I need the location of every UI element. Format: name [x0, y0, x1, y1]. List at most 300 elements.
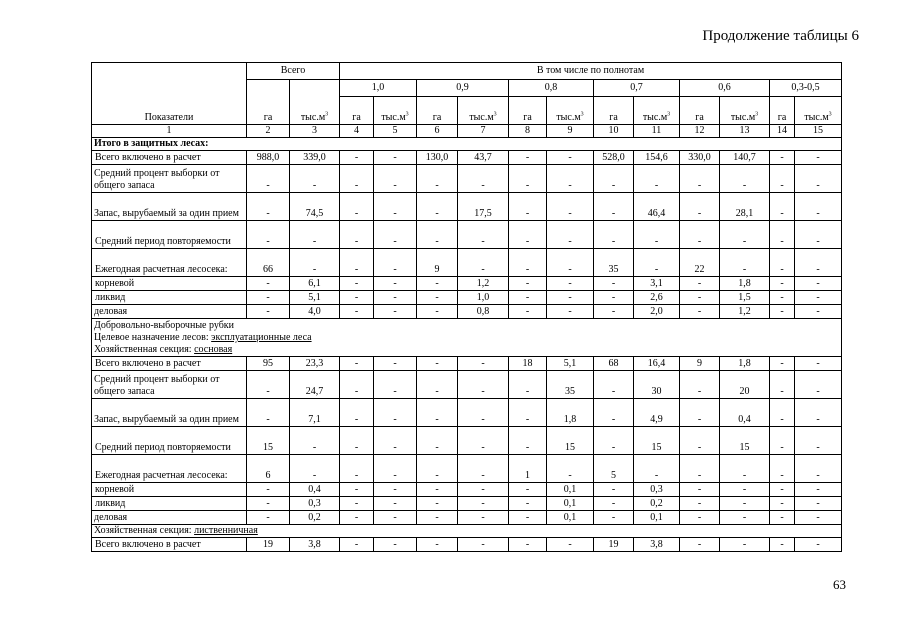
- row-value: -: [417, 193, 458, 221]
- row-value: -: [547, 165, 594, 193]
- row-value: -: [290, 427, 340, 455]
- row-value: 24,7: [290, 371, 340, 399]
- row-label: Ежегодная расчетная лесосека:: [92, 249, 247, 277]
- row-value: 1,5: [720, 291, 770, 305]
- row-value: 3,8: [634, 538, 680, 552]
- row-value: 35: [594, 249, 634, 277]
- row-value: -: [458, 483, 509, 497]
- row-value: -: [417, 165, 458, 193]
- row-value: 1,8: [547, 399, 594, 427]
- row-value: -: [770, 427, 795, 455]
- row-value: 9: [680, 357, 720, 371]
- row-value: -: [770, 357, 795, 371]
- row-value: -: [680, 305, 720, 319]
- row-value: -: [795, 291, 842, 305]
- row-label: ликвид: [92, 291, 247, 305]
- row-value: -: [509, 305, 547, 319]
- row-value: -: [509, 151, 547, 165]
- row-value: -: [547, 455, 594, 483]
- row-value: -: [770, 497, 795, 511]
- row-value: -: [374, 249, 417, 277]
- table-row: [92, 455, 842, 483]
- header-unit-ha: га: [509, 97, 547, 125]
- row-value: -: [458, 249, 509, 277]
- row-label: Средний период повторяемости: [92, 221, 247, 249]
- row-value: 28,1: [720, 193, 770, 221]
- row-value: -: [247, 193, 290, 221]
- row-value: -: [720, 483, 770, 497]
- row-value: -: [770, 483, 795, 497]
- table-row: [92, 165, 842, 193]
- page-number: 63: [833, 577, 846, 592]
- row-value: -: [458, 357, 509, 371]
- row-value: 19: [247, 538, 290, 552]
- row-value: -: [770, 538, 795, 552]
- table-row: [92, 371, 842, 399]
- row-value: -: [509, 497, 547, 511]
- row-value: -: [417, 483, 458, 497]
- header-unit-vol: $тыс.м^3$: [547, 97, 594, 125]
- row-value: -: [458, 399, 509, 427]
- section-voluntary-cell: Добровольно-выборочные рубки Целевое назначение лесов: эксплуатационные леса Хозяйственная секция: сосновая: [92, 319, 842, 357]
- header-unit-ha: га: [340, 97, 374, 125]
- table-row: [92, 538, 842, 552]
- row-value: -: [374, 427, 417, 455]
- row-value: 15: [634, 427, 680, 455]
- section-larch-cell: Хозяйственная секция: лиственничная: [92, 525, 842, 538]
- row-value: -: [340, 497, 374, 511]
- row-value: 4,9: [634, 399, 680, 427]
- header-total-ha: га: [247, 80, 290, 125]
- row-value: -: [795, 193, 842, 221]
- table-row: [92, 277, 842, 291]
- row-value: 339,0: [290, 151, 340, 165]
- row-value: -: [374, 371, 417, 399]
- row-value: -: [340, 427, 374, 455]
- row-value: 6: [247, 455, 290, 483]
- row-label: Средний период повторяемости: [92, 427, 247, 455]
- row-value: -: [509, 221, 547, 249]
- row-value: 0,1: [547, 511, 594, 525]
- row-value: -: [374, 221, 417, 249]
- row-value: -: [340, 371, 374, 399]
- row-label: деловая: [92, 305, 247, 319]
- row-value: -: [680, 511, 720, 525]
- row-value: -: [594, 483, 634, 497]
- table-row: [92, 427, 842, 455]
- row-value: -: [680, 483, 720, 497]
- row-value: 2,0: [634, 305, 680, 319]
- row-value: -: [594, 427, 634, 455]
- row-value: -: [509, 371, 547, 399]
- row-value: 0,4: [290, 483, 340, 497]
- row-value: -: [509, 427, 547, 455]
- row-value: -: [417, 291, 458, 305]
- row-value: -: [417, 357, 458, 371]
- row-value: 66: [247, 249, 290, 277]
- row-value: -: [634, 249, 680, 277]
- row-value: -: [509, 483, 547, 497]
- row-value: 0,1: [547, 497, 594, 511]
- table-row: [92, 357, 842, 371]
- row-value: -: [795, 497, 842, 511]
- row-value: -: [770, 193, 795, 221]
- row-value: -: [634, 221, 680, 249]
- row-value: -: [795, 357, 842, 371]
- row-value: -: [795, 305, 842, 319]
- row-value: -: [770, 221, 795, 249]
- row-value: 74,5: [290, 193, 340, 221]
- allowable-cut-table: [91, 62, 842, 552]
- row-value: -: [417, 277, 458, 291]
- header-unit-ha: га: [594, 97, 634, 125]
- row-value: 140,7: [720, 151, 770, 165]
- header-unit-vol: $тыс.м^3$: [795, 97, 842, 125]
- row-value: -: [374, 455, 417, 483]
- row-value: -: [374, 165, 417, 193]
- row-value: 1: [509, 455, 547, 483]
- row-value: -: [340, 193, 374, 221]
- row-value: -: [770, 291, 795, 305]
- row-value: -: [417, 538, 458, 552]
- row-value: -: [547, 151, 594, 165]
- row-value: -: [680, 277, 720, 291]
- row-value: -: [770, 399, 795, 427]
- table-row: [92, 193, 842, 221]
- row-value: -: [770, 151, 795, 165]
- column-number: 9: [547, 125, 594, 138]
- row-value: -: [720, 455, 770, 483]
- row-value: -: [417, 427, 458, 455]
- row-value: 5: [594, 455, 634, 483]
- header-unit-vol: $тыс.м^3$: [720, 97, 770, 125]
- header-total: Всего: [247, 63, 340, 80]
- row-value: -: [247, 165, 290, 193]
- row-value: 1,0: [458, 291, 509, 305]
- row-value: -: [795, 399, 842, 427]
- row-value: 4,0: [290, 305, 340, 319]
- row-value: 1,2: [458, 277, 509, 291]
- row-value: -: [634, 455, 680, 483]
- row-value: -: [770, 249, 795, 277]
- row-value: 35: [547, 371, 594, 399]
- row-value: -: [720, 511, 770, 525]
- row-value: -: [770, 511, 795, 525]
- row-value: 23,3: [290, 357, 340, 371]
- row-value: 43,7: [458, 151, 509, 165]
- row-value: 0,4: [720, 399, 770, 427]
- column-number: 2: [247, 125, 290, 138]
- row-value: -: [458, 221, 509, 249]
- row-value: -: [247, 399, 290, 427]
- row-value: 9: [417, 249, 458, 277]
- row-value: -: [340, 221, 374, 249]
- column-number: 14: [770, 125, 795, 138]
- row-value: -: [458, 511, 509, 525]
- row-value: -: [795, 483, 842, 497]
- row-value: -: [720, 249, 770, 277]
- row-value: 68: [594, 357, 634, 371]
- row-label: Средний процент выборки от общего запаса: [92, 371, 247, 399]
- header-unit-vol: $тыс.м^3$: [634, 97, 680, 125]
- row-value: -: [417, 371, 458, 399]
- row-value: 17,5: [458, 193, 509, 221]
- table-row: [92, 399, 842, 427]
- row-value: -: [509, 249, 547, 277]
- row-value: -: [417, 455, 458, 483]
- row-value: 0,2: [290, 511, 340, 525]
- row-value: 988,0: [247, 151, 290, 165]
- row-label: Всего включено в расчет: [92, 151, 247, 165]
- row-value: -: [417, 305, 458, 319]
- row-value: -: [795, 277, 842, 291]
- row-value: -: [417, 497, 458, 511]
- row-value: -: [547, 221, 594, 249]
- row-value: -: [795, 151, 842, 165]
- row-value: 46,4: [634, 193, 680, 221]
- row-value: 15: [247, 427, 290, 455]
- row-value: 15: [547, 427, 594, 455]
- row-value: -: [340, 277, 374, 291]
- row-value: -: [547, 305, 594, 319]
- row-value: -: [247, 291, 290, 305]
- row-value: -: [594, 305, 634, 319]
- row-value: 0,3: [290, 497, 340, 511]
- row-value: -: [770, 455, 795, 483]
- header-unit-ha: га: [417, 97, 458, 125]
- row-value: -: [340, 151, 374, 165]
- table-row: [92, 483, 842, 497]
- row-value: -: [720, 221, 770, 249]
- row-value: -: [458, 538, 509, 552]
- row-label: корневой: [92, 277, 247, 291]
- row-value: -: [547, 538, 594, 552]
- header-density-0-7: 0,7: [594, 80, 680, 97]
- row-value: -: [374, 497, 417, 511]
- row-value: -: [374, 277, 417, 291]
- row-value: -: [340, 399, 374, 427]
- row-value: -: [458, 497, 509, 511]
- row-value: 130,0: [417, 151, 458, 165]
- row-value: -: [795, 538, 842, 552]
- row-value: 7,1: [290, 399, 340, 427]
- row-value: -: [594, 399, 634, 427]
- row-value: -: [340, 483, 374, 497]
- row-value: 16,4: [634, 357, 680, 371]
- row-value: -: [594, 277, 634, 291]
- section-protective-cell: Итого в защитных лесах:: [92, 138, 842, 151]
- row-value: -: [680, 455, 720, 483]
- row-value: 19: [594, 538, 634, 552]
- row-value: -: [374, 151, 417, 165]
- row-value: -: [290, 249, 340, 277]
- row-value: 528,0: [594, 151, 634, 165]
- row-value: -: [770, 305, 795, 319]
- column-number: 1: [92, 125, 247, 138]
- header-density-0-6: 0,6: [680, 80, 770, 97]
- row-value: 0,2: [634, 497, 680, 511]
- row-value: -: [720, 538, 770, 552]
- row-value: -: [770, 277, 795, 291]
- row-value: -: [547, 249, 594, 277]
- row-value: -: [594, 511, 634, 525]
- row-value: -: [458, 455, 509, 483]
- table-row: [92, 151, 842, 165]
- row-value: -: [680, 497, 720, 511]
- header-density-0-3-0-5: 0,3-0,5: [770, 80, 842, 97]
- header-unit-vol: $тыс.м^3$: [458, 97, 509, 125]
- row-value: -: [290, 165, 340, 193]
- row-value: -: [247, 483, 290, 497]
- row-value: -: [720, 165, 770, 193]
- row-value: -: [795, 427, 842, 455]
- row-label: Ежегодная расчетная лесосека:: [92, 455, 247, 483]
- row-value: -: [509, 193, 547, 221]
- row-value: -: [374, 305, 417, 319]
- row-value: -: [795, 455, 842, 483]
- header-density-0-9: 0,9: [417, 80, 509, 97]
- row-value: -: [247, 371, 290, 399]
- row-label: Всего включено в расчет: [92, 538, 247, 552]
- row-value: -: [458, 427, 509, 455]
- section-protective: [92, 138, 842, 151]
- column-number: 7: [458, 125, 509, 138]
- row-value: 95: [247, 357, 290, 371]
- row-value: 330,0: [680, 151, 720, 165]
- row-value: -: [247, 277, 290, 291]
- row-value: 18: [509, 357, 547, 371]
- row-value: 5,1: [547, 357, 594, 371]
- row-value: -: [417, 399, 458, 427]
- row-value: -: [594, 193, 634, 221]
- row-value: -: [795, 221, 842, 249]
- row-value: -: [795, 249, 842, 277]
- row-value: -: [547, 291, 594, 305]
- row-label: деловая: [92, 511, 247, 525]
- row-value: -: [770, 371, 795, 399]
- row-value: -: [247, 511, 290, 525]
- row-value: -: [680, 165, 720, 193]
- header-density-0-8: 0,8: [509, 80, 594, 97]
- row-value: -: [680, 221, 720, 249]
- row-value: -: [247, 305, 290, 319]
- row-label: корневой: [92, 483, 247, 497]
- row-value: -: [594, 497, 634, 511]
- row-label: Запас, вырубаемый за один прием: [92, 193, 247, 221]
- row-value: 1,8: [720, 357, 770, 371]
- row-value: 3,1: [634, 277, 680, 291]
- row-value: 15: [720, 427, 770, 455]
- column-number: 15: [795, 125, 842, 138]
- row-value: -: [340, 511, 374, 525]
- row-value: 22: [680, 249, 720, 277]
- header-by-density: В том числе по полнотам: [340, 63, 842, 80]
- column-number: 3: [290, 125, 340, 138]
- column-number: 11: [634, 125, 680, 138]
- row-value: -: [374, 291, 417, 305]
- row-value: 0,1: [634, 511, 680, 525]
- row-value: -: [509, 538, 547, 552]
- row-value: -: [458, 165, 509, 193]
- row-value: -: [770, 165, 795, 193]
- column-number: 13: [720, 125, 770, 138]
- row-value: -: [594, 221, 634, 249]
- row-value: -: [247, 497, 290, 511]
- table-row: [92, 291, 842, 305]
- row-value: -: [680, 538, 720, 552]
- row-value: -: [680, 427, 720, 455]
- header-unit-vol: $тыс.м^3$: [374, 97, 417, 125]
- row-value: -: [509, 165, 547, 193]
- table-row: [92, 221, 842, 249]
- section-voluntary: [92, 319, 842, 357]
- table-row: [92, 511, 842, 525]
- row-value: -: [374, 357, 417, 371]
- row-value: 154,6: [634, 151, 680, 165]
- row-value: -: [340, 455, 374, 483]
- row-value: 0,8: [458, 305, 509, 319]
- row-value: -: [680, 399, 720, 427]
- row-value: -: [290, 221, 340, 249]
- row-value: 0,3: [634, 483, 680, 497]
- row-value: -: [374, 511, 417, 525]
- row-value: 2,6: [634, 291, 680, 305]
- row-value: -: [458, 371, 509, 399]
- row-value: -: [634, 165, 680, 193]
- row-value: 3,8: [290, 538, 340, 552]
- table-row: [92, 305, 842, 319]
- row-label: Запас, вырубаемый за один прием: [92, 399, 247, 427]
- header-total-vol: $тыс.м^3$: [290, 80, 340, 125]
- row-value: 20: [720, 371, 770, 399]
- row-value: 1,2: [720, 305, 770, 319]
- row-value: -: [374, 483, 417, 497]
- row-value: 6,1: [290, 277, 340, 291]
- column-number: 4: [340, 125, 374, 138]
- row-value: -: [720, 497, 770, 511]
- row-value: 1,8: [720, 277, 770, 291]
- header-indicators: Показатели: [92, 63, 247, 125]
- row-value: -: [417, 511, 458, 525]
- row-value: -: [509, 511, 547, 525]
- row-value: -: [795, 511, 842, 525]
- row-value: -: [340, 249, 374, 277]
- row-value: -: [680, 371, 720, 399]
- row-value: -: [340, 305, 374, 319]
- column-number: 10: [594, 125, 634, 138]
- row-value: -: [340, 538, 374, 552]
- row-label: Всего включено в расчет: [92, 357, 247, 371]
- section-larch: [92, 525, 842, 538]
- row-label: Средний процент выборки от общего запаса: [92, 165, 247, 193]
- row-value: -: [374, 538, 417, 552]
- column-number: 8: [509, 125, 547, 138]
- row-value: -: [594, 165, 634, 193]
- row-value: -: [594, 371, 634, 399]
- row-value: -: [795, 371, 842, 399]
- row-value: -: [340, 291, 374, 305]
- table-row: [92, 497, 842, 511]
- row-value: -: [680, 291, 720, 305]
- row-value: -: [374, 399, 417, 427]
- row-value: -: [290, 455, 340, 483]
- table-row: [92, 249, 842, 277]
- row-value: -: [340, 357, 374, 371]
- row-value: -: [374, 193, 417, 221]
- row-value: 30: [634, 371, 680, 399]
- row-value: -: [795, 165, 842, 193]
- row-label: ликвид: [92, 497, 247, 511]
